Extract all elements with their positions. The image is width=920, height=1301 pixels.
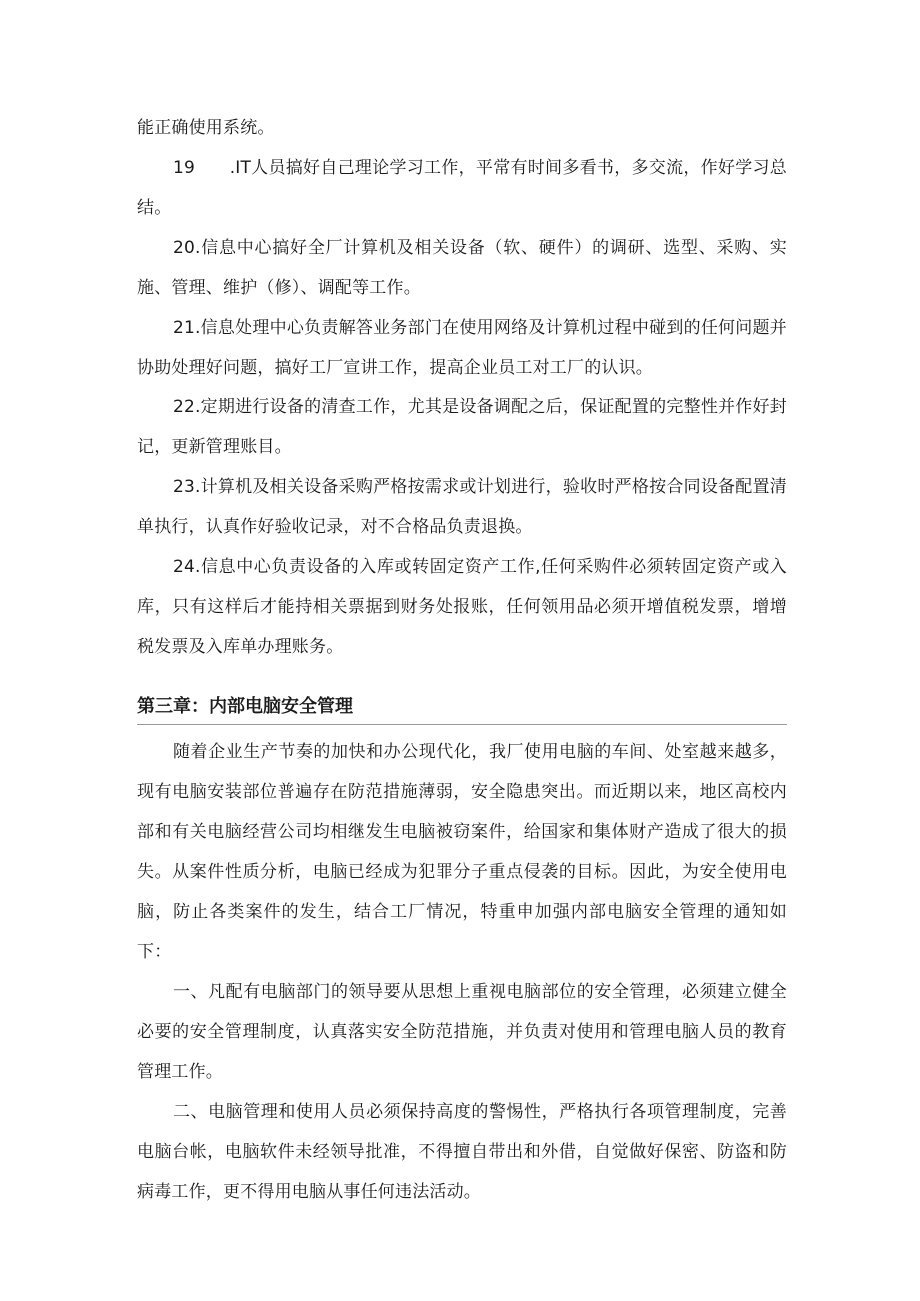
chapter-intro-paragraph: 随着企业生产节奏的加快和办公现代化，我厂使用电脑的车间、处室越来越多，现有电脑安装部位普遍存在防范措施薄弱，安全隐患突出。而近期以来，地区高校内部和有关电脑经营公司均相继发生电脑被窃案件，给国家和集体财产造成了很大的损失。从案件性质分析，电脑已经成为犯罪分子重点侵袭的目标。因此，为安全使用电脑，防止各类案件的发生，结合工厂情况，特重申加强内部电脑安全管理的通知如下：: [137, 742, 787, 962]
list-item-22: 22.定期进行设备的清查工作，尤其是设备调配之后，保证配置的完整性并作好封记，更新管理账目。: [137, 397, 787, 457]
paragraph-continuation: 能正确使用系统。: [137, 118, 275, 138]
list-item-24: 24.信息中心负责设备的入库或转固定资产工作,任何采购件必须转固定资产或入库，只有这样后才能持相关票据到财务处报账，任何领用品必须开增值税发票，增增税发票及入库单办理账务。: [137, 557, 787, 657]
chapter-heading: 第三章：内部电脑安全管理: [137, 690, 787, 725]
list-item-20: 20.信息中心搞好全厂计算机及相关设备（软、硬件）的调研、选型、采购、实施、管理、维护（修）、调配等工作。: [137, 238, 787, 298]
list-item-21: 21.信息处理中心负责解答业务部门在使用网络及计算机过程中碰到的任何问题并协助处理好问题，搞好工厂宣讲工作，提高企业员工对工厂的认识。: [137, 318, 787, 378]
list-item-23: 23.计算机及相关设备采购严格按需求或计划进行，验收时严格按合同设备配置清单执行，认真作好验收记录，对不合格品负责退换。: [137, 477, 787, 537]
rule-paragraph-1: 一、凡配有电脑部门的领导要从思想上重视电脑部位的安全管理，必须建立健全必要的安全管理制度，认真落实安全防范措施，并负责对使用和管理电脑人员的教育管理工作。: [137, 982, 787, 1082]
rule-paragraph-2: 二、电脑管理和使用人员必须保持高度的警惕性，严格执行各项管理制度，完善电脑台帐，电脑软件未经领导批准，不得擅自带出和外借，自觉做好保密、防盗和防病毒工作，更不得用电脑从事任何违法活动。: [137, 1102, 787, 1202]
list-item-19: 19 .IT人员搞好自己理论学习工作，平常有时间多看书，多交流，作好学习总结。: [137, 158, 787, 218]
